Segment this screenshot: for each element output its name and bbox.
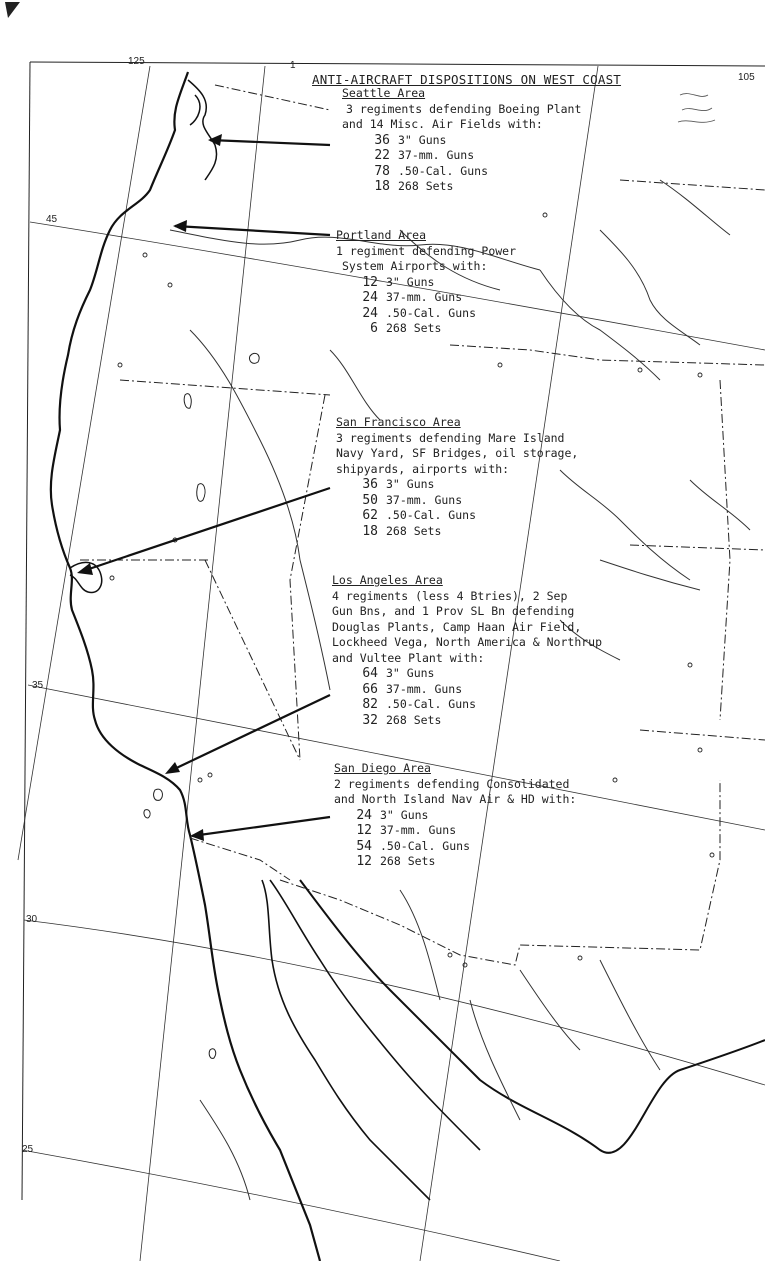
area-los-angeles <box>332 573 602 728</box>
latitude-label-25: 25 <box>22 1144 34 1155</box>
area-portland <box>336 228 516 337</box>
area-name: San Francisco Area <box>336 415 461 429</box>
arrow-portland <box>175 226 330 235</box>
latitude-label-45: 45 <box>46 214 58 225</box>
handwritten-annotation <box>678 94 715 123</box>
weapon-row: 12 37-mm. Guns <box>356 823 457 838</box>
weapon-row: 18 268 Sets <box>362 523 442 539</box>
weapon-row: 6 268 Sets <box>370 321 442 336</box>
latitude-lines <box>22 222 765 1261</box>
weapon-row: 24 .50-Cal. Guns <box>362 305 477 321</box>
weapon-row: 66 37-mm. Guns <box>362 681 463 697</box>
area-description: 2 regiments defending Consolidated <box>334 776 570 791</box>
weapon-row: 62 .50-Cal. Guns <box>362 508 477 523</box>
longitude-label-partial: 1 <box>290 60 296 71</box>
gulf-of-california <box>262 880 480 1200</box>
weapon-row: 18 268 Sets <box>374 179 454 194</box>
weapon-row: 64 3" Guns <box>362 666 435 681</box>
weapon-row: 82 .50-Cal. Guns <box>362 697 477 712</box>
weapon-row: 36 3" Guns <box>374 132 447 148</box>
puget-sound <box>188 80 217 180</box>
arrowheads <box>77 134 222 841</box>
arrow-san-diego <box>192 817 330 836</box>
area-name: San Diego Area <box>334 761 431 775</box>
area-description: 1 regiment defending Power <box>336 243 517 258</box>
area-san-francisco <box>336 415 578 539</box>
arrow-san-francisco <box>80 488 330 572</box>
lakes <box>144 353 259 1058</box>
weapon-row: 12 268 Sets <box>356 854 436 869</box>
corner-mark <box>5 2 20 18</box>
area-description: and Vultee Plant with: <box>332 650 485 665</box>
map-frame-left <box>22 62 30 1200</box>
area-description: Douglas Plants, Camp Haan Air Field, <box>332 619 582 634</box>
weapon-row: 50 37-mm. Guns <box>362 492 463 508</box>
longitude-label-125: 125 <box>128 56 145 67</box>
arrow-seattle <box>210 140 330 145</box>
weapon-row: 12 3" Guns <box>362 274 435 290</box>
latitude-label-30: 30 <box>26 914 38 925</box>
weapon-row: 24 37-mm. Guns <box>362 290 463 305</box>
weapon-row: 54 .50-Cal. Guns <box>356 838 471 854</box>
area-name: Los Angeles Area <box>332 573 443 587</box>
mexico-coast <box>300 880 765 1153</box>
area-description: 4 regiments (less 4 Btries), 2 Sep <box>332 588 568 603</box>
area-name: Portland Area <box>336 228 427 242</box>
area-description: 3 regiments defending Boeing Plant <box>346 101 582 116</box>
area-name: Seattle Area <box>342 86 426 100</box>
area-description: System Airports with: <box>342 259 488 273</box>
area-description: and 14 Misc. Air Fields with: <box>342 117 543 131</box>
weapon-row: 36 3" Guns <box>362 477 435 492</box>
area-description: shipyards, airports with: <box>336 461 510 476</box>
area-description: Gun Bns, and 1 Prov SL Bn defending <box>332 604 575 618</box>
map-title: ANTI-AIRCRAFT DISPOSITIONS ON WEST COAST <box>312 72 622 87</box>
coastline <box>51 72 320 1261</box>
weapon-row: 22 37-mm. Guns <box>374 148 475 163</box>
latitude-label-35: 35 <box>32 680 44 691</box>
arrow-los-angeles <box>168 695 330 772</box>
area-description: Navy Yard, SF Bridges, oil storage, <box>336 446 579 460</box>
area-description: and North Island Nav Air & HD with: <box>334 792 577 806</box>
weapon-row: 32 268 Sets <box>362 712 442 728</box>
area-seattle <box>342 86 581 195</box>
weapon-row: 78 .50-Cal. Guns <box>374 163 489 179</box>
area-san-diego <box>334 761 576 870</box>
weapon-row: 24 3" Guns <box>356 807 429 823</box>
longitude-label-105: 105 <box>738 72 755 83</box>
area-description: 3 regiments defending Mare Island <box>336 430 565 445</box>
area-description: Lockheed Vega, North America & Northrup <box>332 635 603 649</box>
